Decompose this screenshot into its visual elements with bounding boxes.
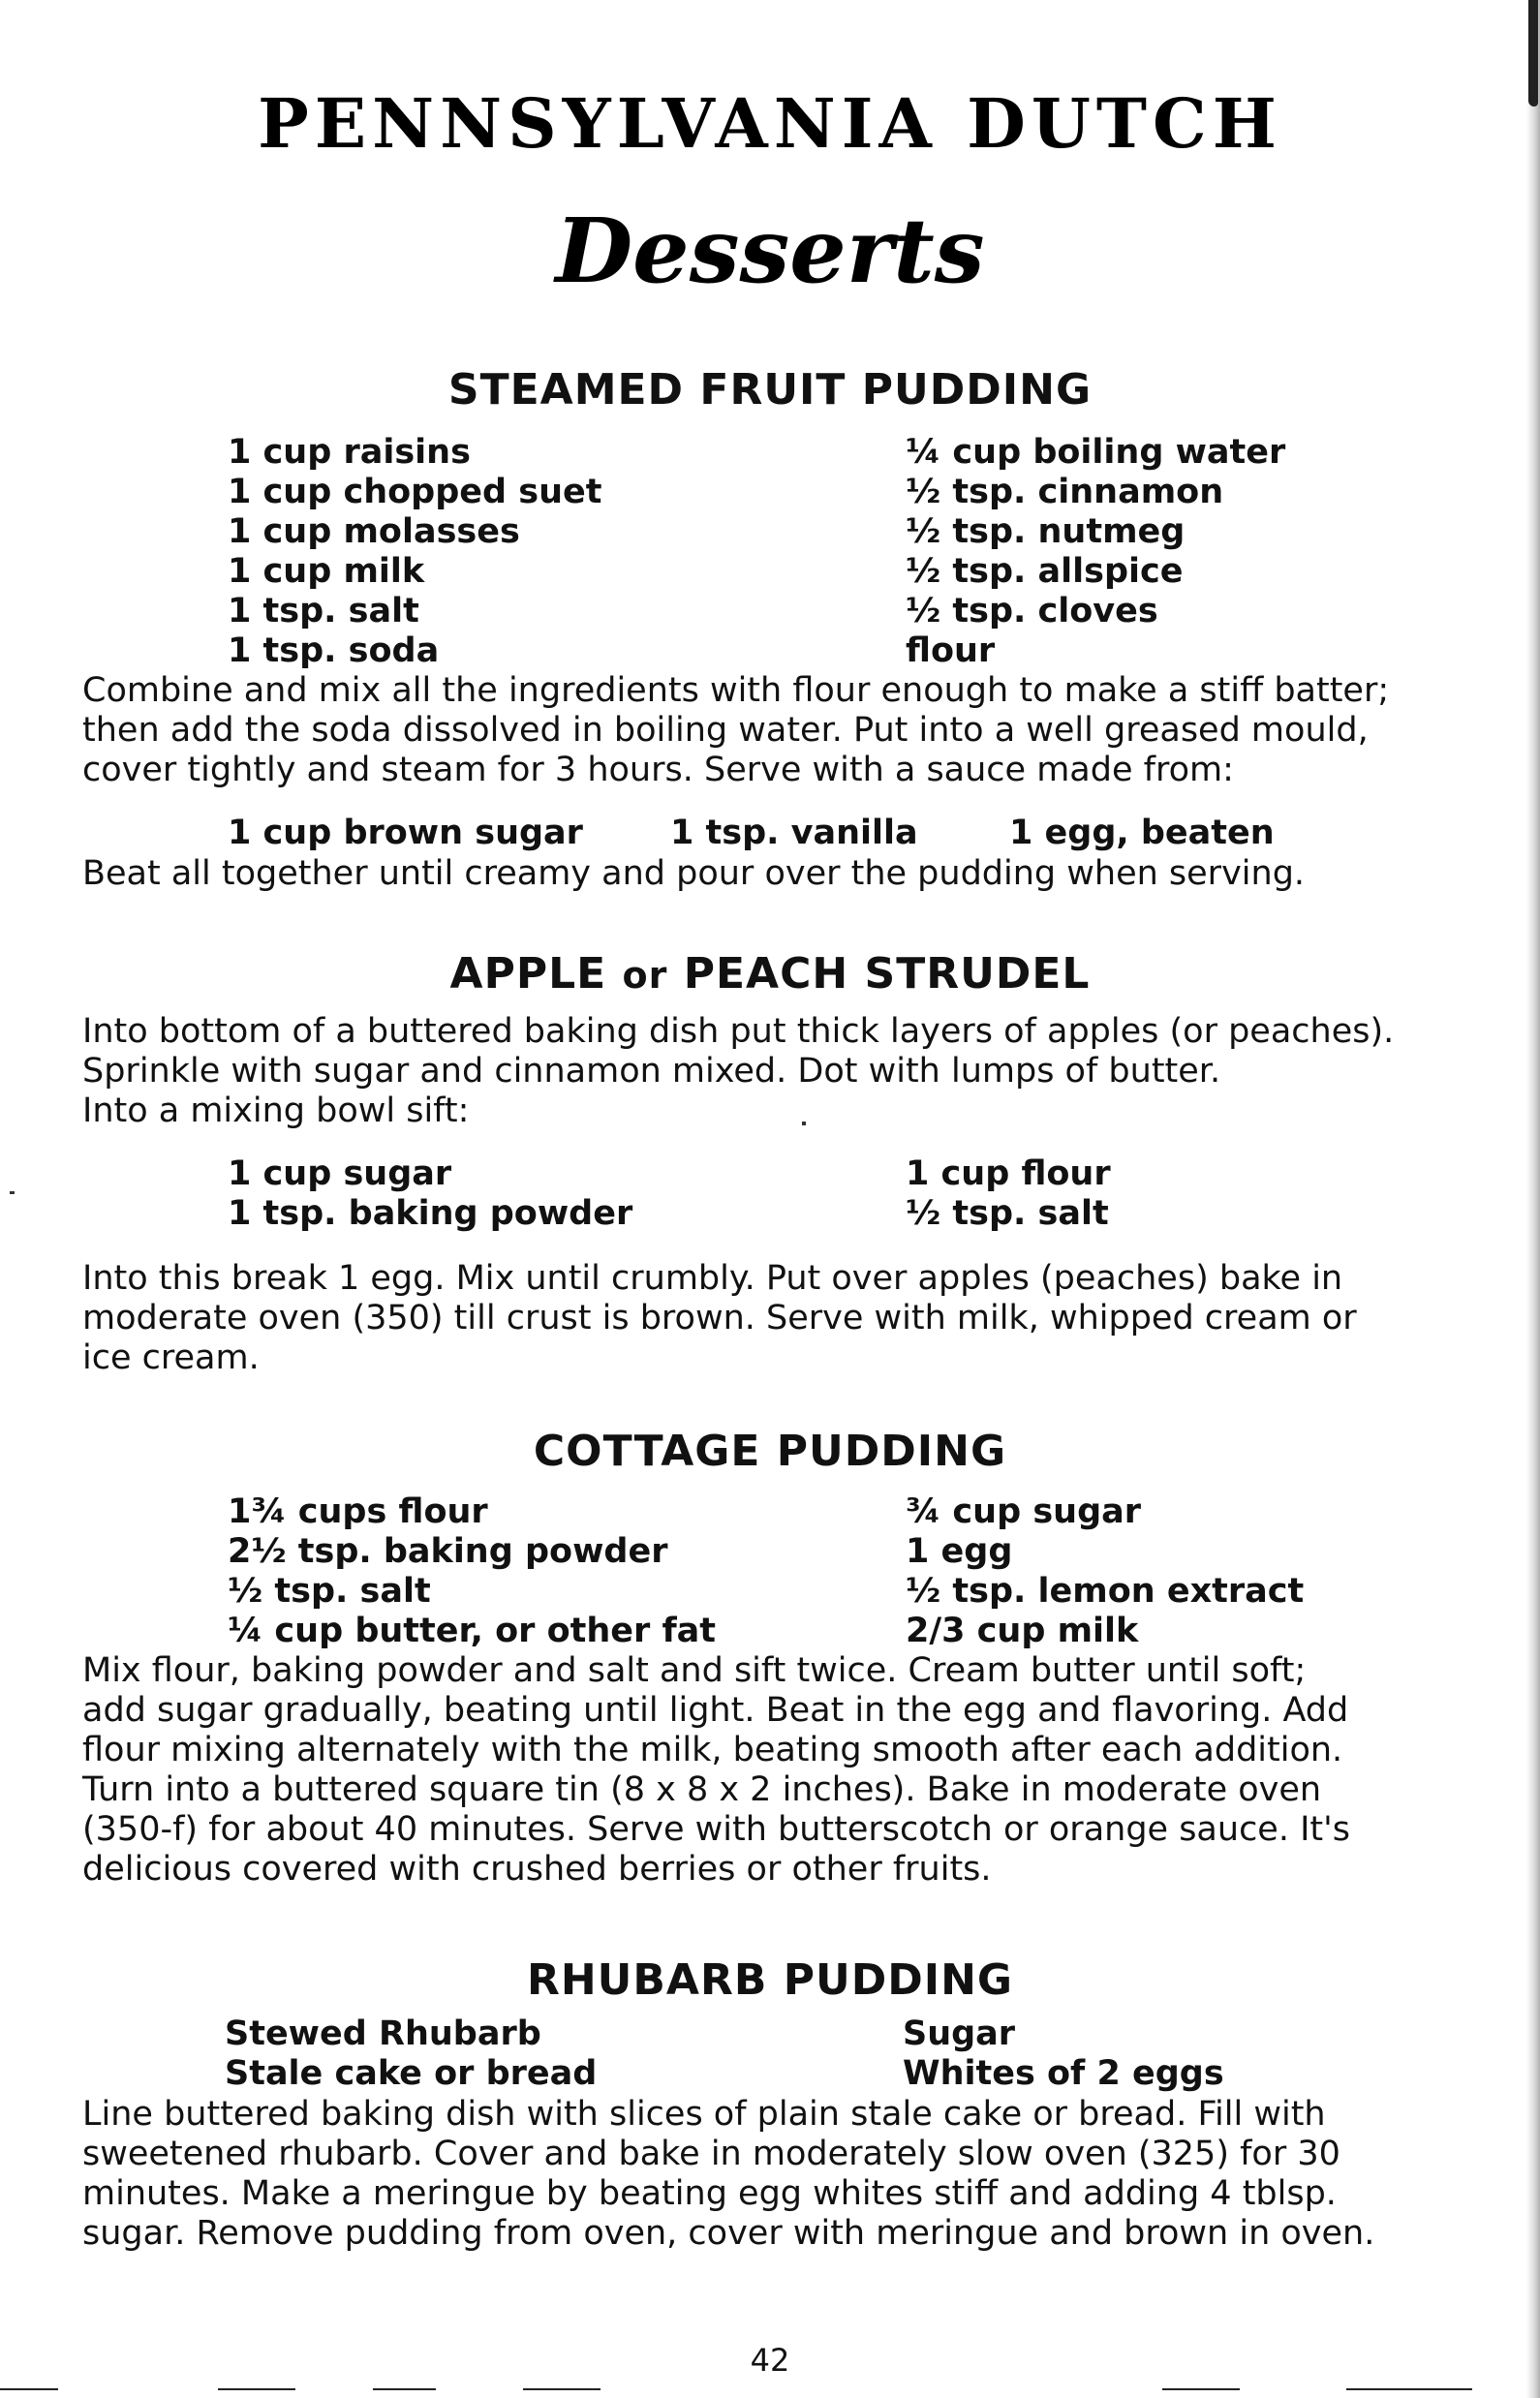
ingredient: ¾ cup sugar <box>906 1492 1142 1531</box>
section-title: Desserts <box>555 199 985 303</box>
scan-speck <box>802 1122 806 1125</box>
scan-artifact <box>523 2388 601 2390</box>
scan-artifact <box>1162 2388 1240 2390</box>
sauce-ingredient: 1 cup brown sugar <box>228 814 583 852</box>
page-number: 42 <box>750 2342 790 2379</box>
text-line: moderate oven (350) till crust is brown. Serve with milk, whipped cream or <box>82 1299 1357 1337</box>
recipe-title-cottage: COTTAGE PUDDING <box>533 1427 1007 1476</box>
book-title: PENNSYLVANIA DUTCH <box>258 83 1282 164</box>
ingredient: 1 cup raisins <box>228 433 471 472</box>
ingredients-right-cottage <box>906 1492 1304 1651</box>
text-line: ice cream. <box>82 1338 260 1377</box>
text-line: add sugar gradually, beating until light. Beat in the egg and flavoring. Add <box>82 1691 1349 1730</box>
scan-artifact <box>0 2388 58 2390</box>
text-line: then add the soda dissolved in boiling water. Put into a well greased mould, <box>82 711 1369 750</box>
ingredients-right-steamed <box>906 433 1285 671</box>
ingredient: 1 egg <box>906 1532 1013 1571</box>
recipe-title-steamed: STEAMED FRUIT PUDDING <box>447 365 1093 415</box>
ingredients-right-rhubarb <box>903 2014 1224 2094</box>
title-word: APPLE <box>449 949 607 999</box>
title-word: PEACH STRUDEL <box>683 949 1091 999</box>
ingredient: ½ tsp. allspice <box>906 552 1184 591</box>
ingredient: Stewed Rhubarb <box>225 2014 541 2053</box>
text-line: cover tightly and steam for 3 hours. Serve with a sauce made from: <box>82 751 1234 789</box>
text-line: sugar. Remove pudding from oven, cover with meringue and brown in oven. <box>82 2214 1375 2253</box>
text-line: Into bottom of a buttered baking dish put thick layers of apples (or peaches). <box>82 1012 1395 1051</box>
sauce-ingredient: 1 tsp. vanilla <box>670 814 918 852</box>
title-word: or <box>622 954 668 997</box>
ingredients-left-rhubarb <box>225 2014 597 2094</box>
ingredient: 2/3 cup milk <box>906 1612 1139 1650</box>
text-line: minutes. Make a meringue by beating egg whites stiff and adding 4 tblsp. <box>82 2174 1337 2213</box>
ingredients-left-cottage <box>228 1492 716 1651</box>
ingredient: 1 cup flour <box>906 1154 1111 1193</box>
sauce-directions <box>82 854 1438 894</box>
text-line: (350-f) for about 40 minutes. Serve with butterscotch or orange sauce. It's <box>82 1810 1350 1849</box>
scan-speck <box>10 1191 15 1194</box>
ingredient: 1 tsp. baking powder <box>228 1194 633 1233</box>
ingredient: ½ tsp. cloves <box>906 592 1158 630</box>
text-line: Beat all together until creamy and pour over the pudding when serving. <box>82 854 1306 893</box>
ingredient: ½ tsp. cinnamon <box>906 473 1224 511</box>
ingredients-left-steamed <box>228 433 601 671</box>
ingredient: 1¾ cups flour <box>228 1492 488 1531</box>
ingredient: 2½ tsp. baking powder <box>228 1532 668 1571</box>
text-line: Into a mixing bowl sift: <box>82 1091 470 1130</box>
directions-strudel <box>82 1259 1438 1378</box>
ingredient: 1 cup sugar <box>228 1154 452 1193</box>
ingredient: ¼ cup butter, or other fat <box>228 1612 717 1650</box>
directions-rhubarb <box>82 2095 1438 2254</box>
ingredient: flour <box>906 631 996 670</box>
binding-edge <box>1526 0 1540 2398</box>
ingredient: 1 tsp. soda <box>228 631 440 670</box>
intro-strudel <box>82 1012 1438 1131</box>
text-line: Combine and mix all the ingredients with flour enough to make a stiff batter; <box>82 671 1390 710</box>
text-line: Mix flour, baking powder and salt and sift twice. Cream butter until soft; <box>82 1651 1307 1690</box>
recipe-title-strudel <box>0 949 1540 999</box>
text-line: Sprinkle with sugar and cinnamon mixed. Dot with lumps of butter. <box>82 1052 1221 1091</box>
ingredient: 1 tsp. salt <box>228 592 419 630</box>
text-line: delicious covered with crushed berries or other fruits. <box>82 1850 992 1889</box>
ingredient: Stale cake or bread <box>225 2054 598 2093</box>
ingredient: ½ tsp. salt <box>228 1572 431 1611</box>
text-line: Line buttered baking dish with slices of plain stale cake or bread. Fill with <box>82 2095 1326 2134</box>
scan-artifact <box>218 2388 295 2390</box>
ingredient: 1 cup milk <box>228 552 425 591</box>
ingredient: Sugar <box>903 2014 1016 2053</box>
ingredient: Whites of 2 eggs <box>903 2054 1224 2093</box>
directions-cottage <box>82 1651 1438 1890</box>
text-line: flour mixing alternately with the milk, beating smooth after each addition. <box>82 1731 1343 1769</box>
ingredient: 1 cup chopped suet <box>228 473 602 511</box>
ingredients-right-strudel <box>906 1154 1111 1234</box>
directions-steamed <box>82 671 1438 790</box>
text-line: Into this break 1 egg. Mix until crumbly. Put over apples (peaches) bake in <box>82 1259 1343 1298</box>
ingredient: ½ tsp. nutmeg <box>906 512 1186 551</box>
ingredients-left-strudel <box>228 1154 632 1234</box>
text-line: Turn into a buttered square tin (8 x 8 x 2 inches). Bake in moderate oven <box>82 1770 1322 1809</box>
ingredient: ¼ cup boiling water <box>906 433 1286 472</box>
scan-artifact <box>1346 2388 1472 2390</box>
text-line: sweetened rhubarb. Cover and bake in moderately slow oven (325) for 30 <box>82 2135 1340 2173</box>
ingredient: 1 cup molasses <box>228 512 520 551</box>
scan-artifact <box>373 2388 436 2390</box>
sauce-ingredient: 1 egg, beaten <box>1009 814 1275 852</box>
ingredient: ½ tsp. lemon extract <box>906 1572 1305 1611</box>
ingredient: ½ tsp. salt <box>906 1194 1109 1233</box>
recipe-title-rhubarb: RHUBARB PUDDING <box>526 1955 1014 2005</box>
